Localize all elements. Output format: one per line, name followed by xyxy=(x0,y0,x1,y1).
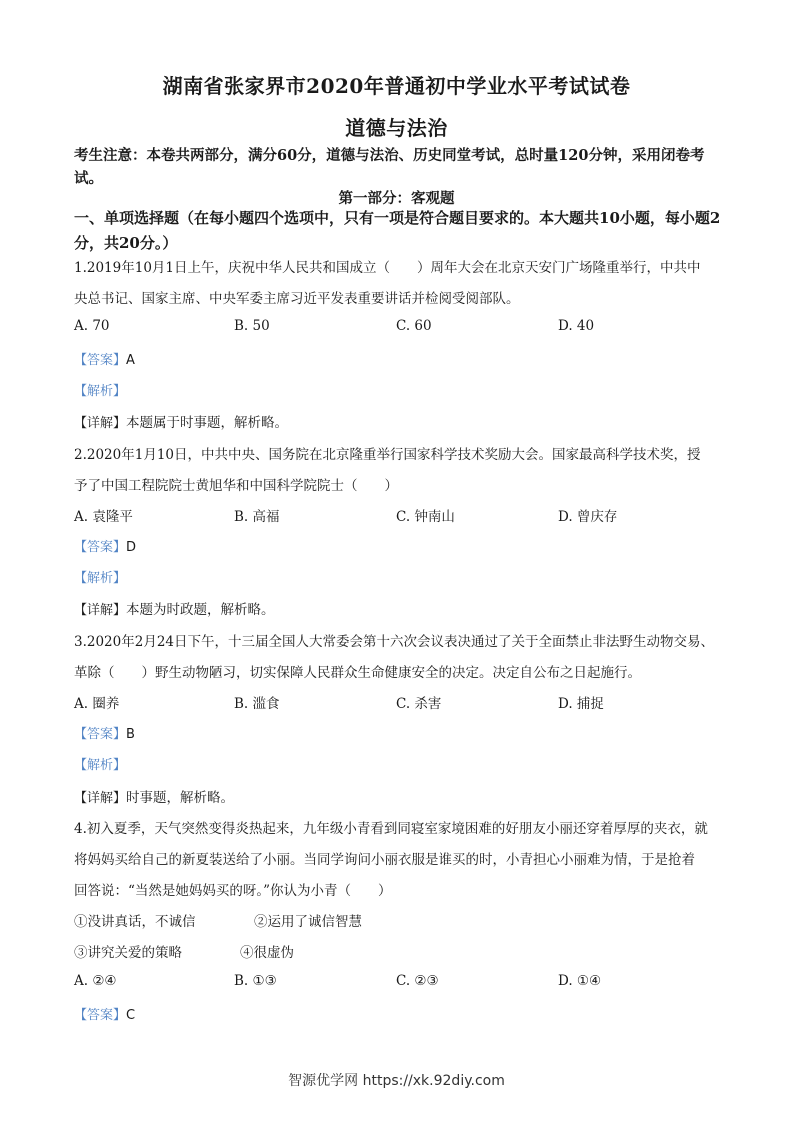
question-2-option-a: A. 袁隆平 xyxy=(74,509,133,525)
detail-label: 【详解】 xyxy=(74,791,127,806)
question-4-item-2: ②运用了诚信智慧 xyxy=(254,914,362,930)
question-1-line-2: 央总书记、国家主席、中央军委主席习近平发表重要讲话并检阅受阅部队。 xyxy=(74,291,520,307)
question-2-analysis xyxy=(74,567,724,586)
question-3-option-a: A. 圈养 xyxy=(74,696,120,712)
detail-text: 本题为时政题，解析略。 xyxy=(126,602,275,618)
answer-label: 【答案】 xyxy=(74,353,127,368)
analysis-label: 【解析】 xyxy=(74,758,127,773)
question-4-item-4: ④很虚伪 xyxy=(240,945,294,961)
question-3-answer xyxy=(74,723,724,742)
question-2-detail xyxy=(74,598,724,618)
question-4-option-a: A. ②④ xyxy=(74,973,117,989)
question-3-analysis xyxy=(74,754,724,773)
answer-value: A xyxy=(126,353,135,368)
footer-watermark: 智源优学网 https://xk.92diy.com xyxy=(288,1073,505,1089)
question-3-line-1: 3.2020年2月24日下午，十三届全国人大常委会第十六次会议表决通过了关于全面禁止非法野生动物交易、 xyxy=(74,634,715,650)
detail-label: 【详解】 xyxy=(74,603,127,618)
question-1-option-a: A. 70 xyxy=(74,318,110,334)
analysis-label: 【解析】 xyxy=(74,384,127,399)
question-2-option-b: B. 高福 xyxy=(234,509,280,525)
section-heading: 一、单项选择题（在每小题四个选项中，只有一项是符合题目要求的。本大题共10小题，每小题2分，共20分。） xyxy=(74,209,721,252)
exam-title: 湖南省张家界市2020年普通初中学业水平考试试卷 xyxy=(162,74,631,98)
subject-title: 道德与法治 xyxy=(345,116,448,140)
question-1-line-1: 1.2019年10月1日上午，庆祝中华人民共和国成立（ ）周年大会在北京天安门广场隆重举行，中共中 xyxy=(74,260,701,276)
detail-text: 本题属于时事题，解析略。 xyxy=(126,415,289,431)
question-2-line-2: 予了中国工程院院士黄旭华和中国科学院院士（ ） xyxy=(74,478,398,494)
question-1-detail xyxy=(74,411,724,431)
question-1-analysis xyxy=(74,380,724,399)
question-4-line-3: 回答说：“当然是她妈妈买的呀。”你认为小青（ ） xyxy=(74,883,392,899)
question-1-option-c: C. 60 xyxy=(396,318,432,334)
question-3-detail xyxy=(74,786,724,806)
question-1-option-d: D. 40 xyxy=(558,318,595,334)
part-title: 第一部分：客观题 xyxy=(338,190,455,207)
question-4-line-1: 4.初入夏季，天气突然变得炎热起来，九年级小青看到同寝室家境困难的好朋友小丽还穿着厚厚的夹衣，就 xyxy=(74,821,708,837)
candidate-notice: 考生注意：本卷共两部分，满分60分，道德与法治、历史同堂考试，总时量120分钟，采用闭卷考试。 xyxy=(74,147,705,187)
question-4-option-b: B. ①③ xyxy=(234,973,277,989)
question-3-option-b: B. 滥食 xyxy=(234,696,280,712)
question-4-answer xyxy=(74,1004,724,1023)
answer-label: 【答案】 xyxy=(74,1008,127,1023)
analysis-label: 【解析】 xyxy=(74,571,127,586)
question-2-option-d: D. 曾庆存 xyxy=(558,509,618,525)
question-4-item-1: ①没讲真话，不诚信 xyxy=(74,914,196,930)
question-2-line-1: 2.2020年1月10日，中共中央、国务院在北京隆重举行国家科学技术奖励大会。国家最高科学技术奖，授 xyxy=(74,447,701,463)
question-2-answer xyxy=(74,536,724,555)
answer-value: B xyxy=(126,727,135,742)
answer-label: 【答案】 xyxy=(74,727,127,742)
detail-text: 时事题，解析略。 xyxy=(126,790,235,806)
detail-label: 【详解】 xyxy=(74,416,127,431)
answer-value: D xyxy=(126,540,137,555)
answer-value: C xyxy=(126,1008,136,1023)
question-4-option-d: D. ①④ xyxy=(558,973,602,989)
question-4-line-2: 将妈妈买给自己的新夏装送给了小丽。当同学询问小丽衣服是谁买的时，小青担心小丽难为情，于是抢着 xyxy=(74,852,695,868)
question-3-line-2: 革除（ ）野生动物陋习，切实保障人民群众生命健康安全的决定。决定自公布之日起施行。 xyxy=(74,665,641,681)
question-3-option-c: C. 杀害 xyxy=(396,696,442,712)
question-4-item-3: ③讲究关爱的策略 xyxy=(74,945,182,961)
question-1-option-b: B. 50 xyxy=(234,318,270,334)
answer-label: 【答案】 xyxy=(74,540,127,555)
question-1-answer xyxy=(74,349,724,368)
question-3-option-d: D. 捕捉 xyxy=(558,696,604,712)
question-4-option-c: C. ②③ xyxy=(396,973,439,989)
question-2-option-c: C. 钟南山 xyxy=(396,509,455,525)
